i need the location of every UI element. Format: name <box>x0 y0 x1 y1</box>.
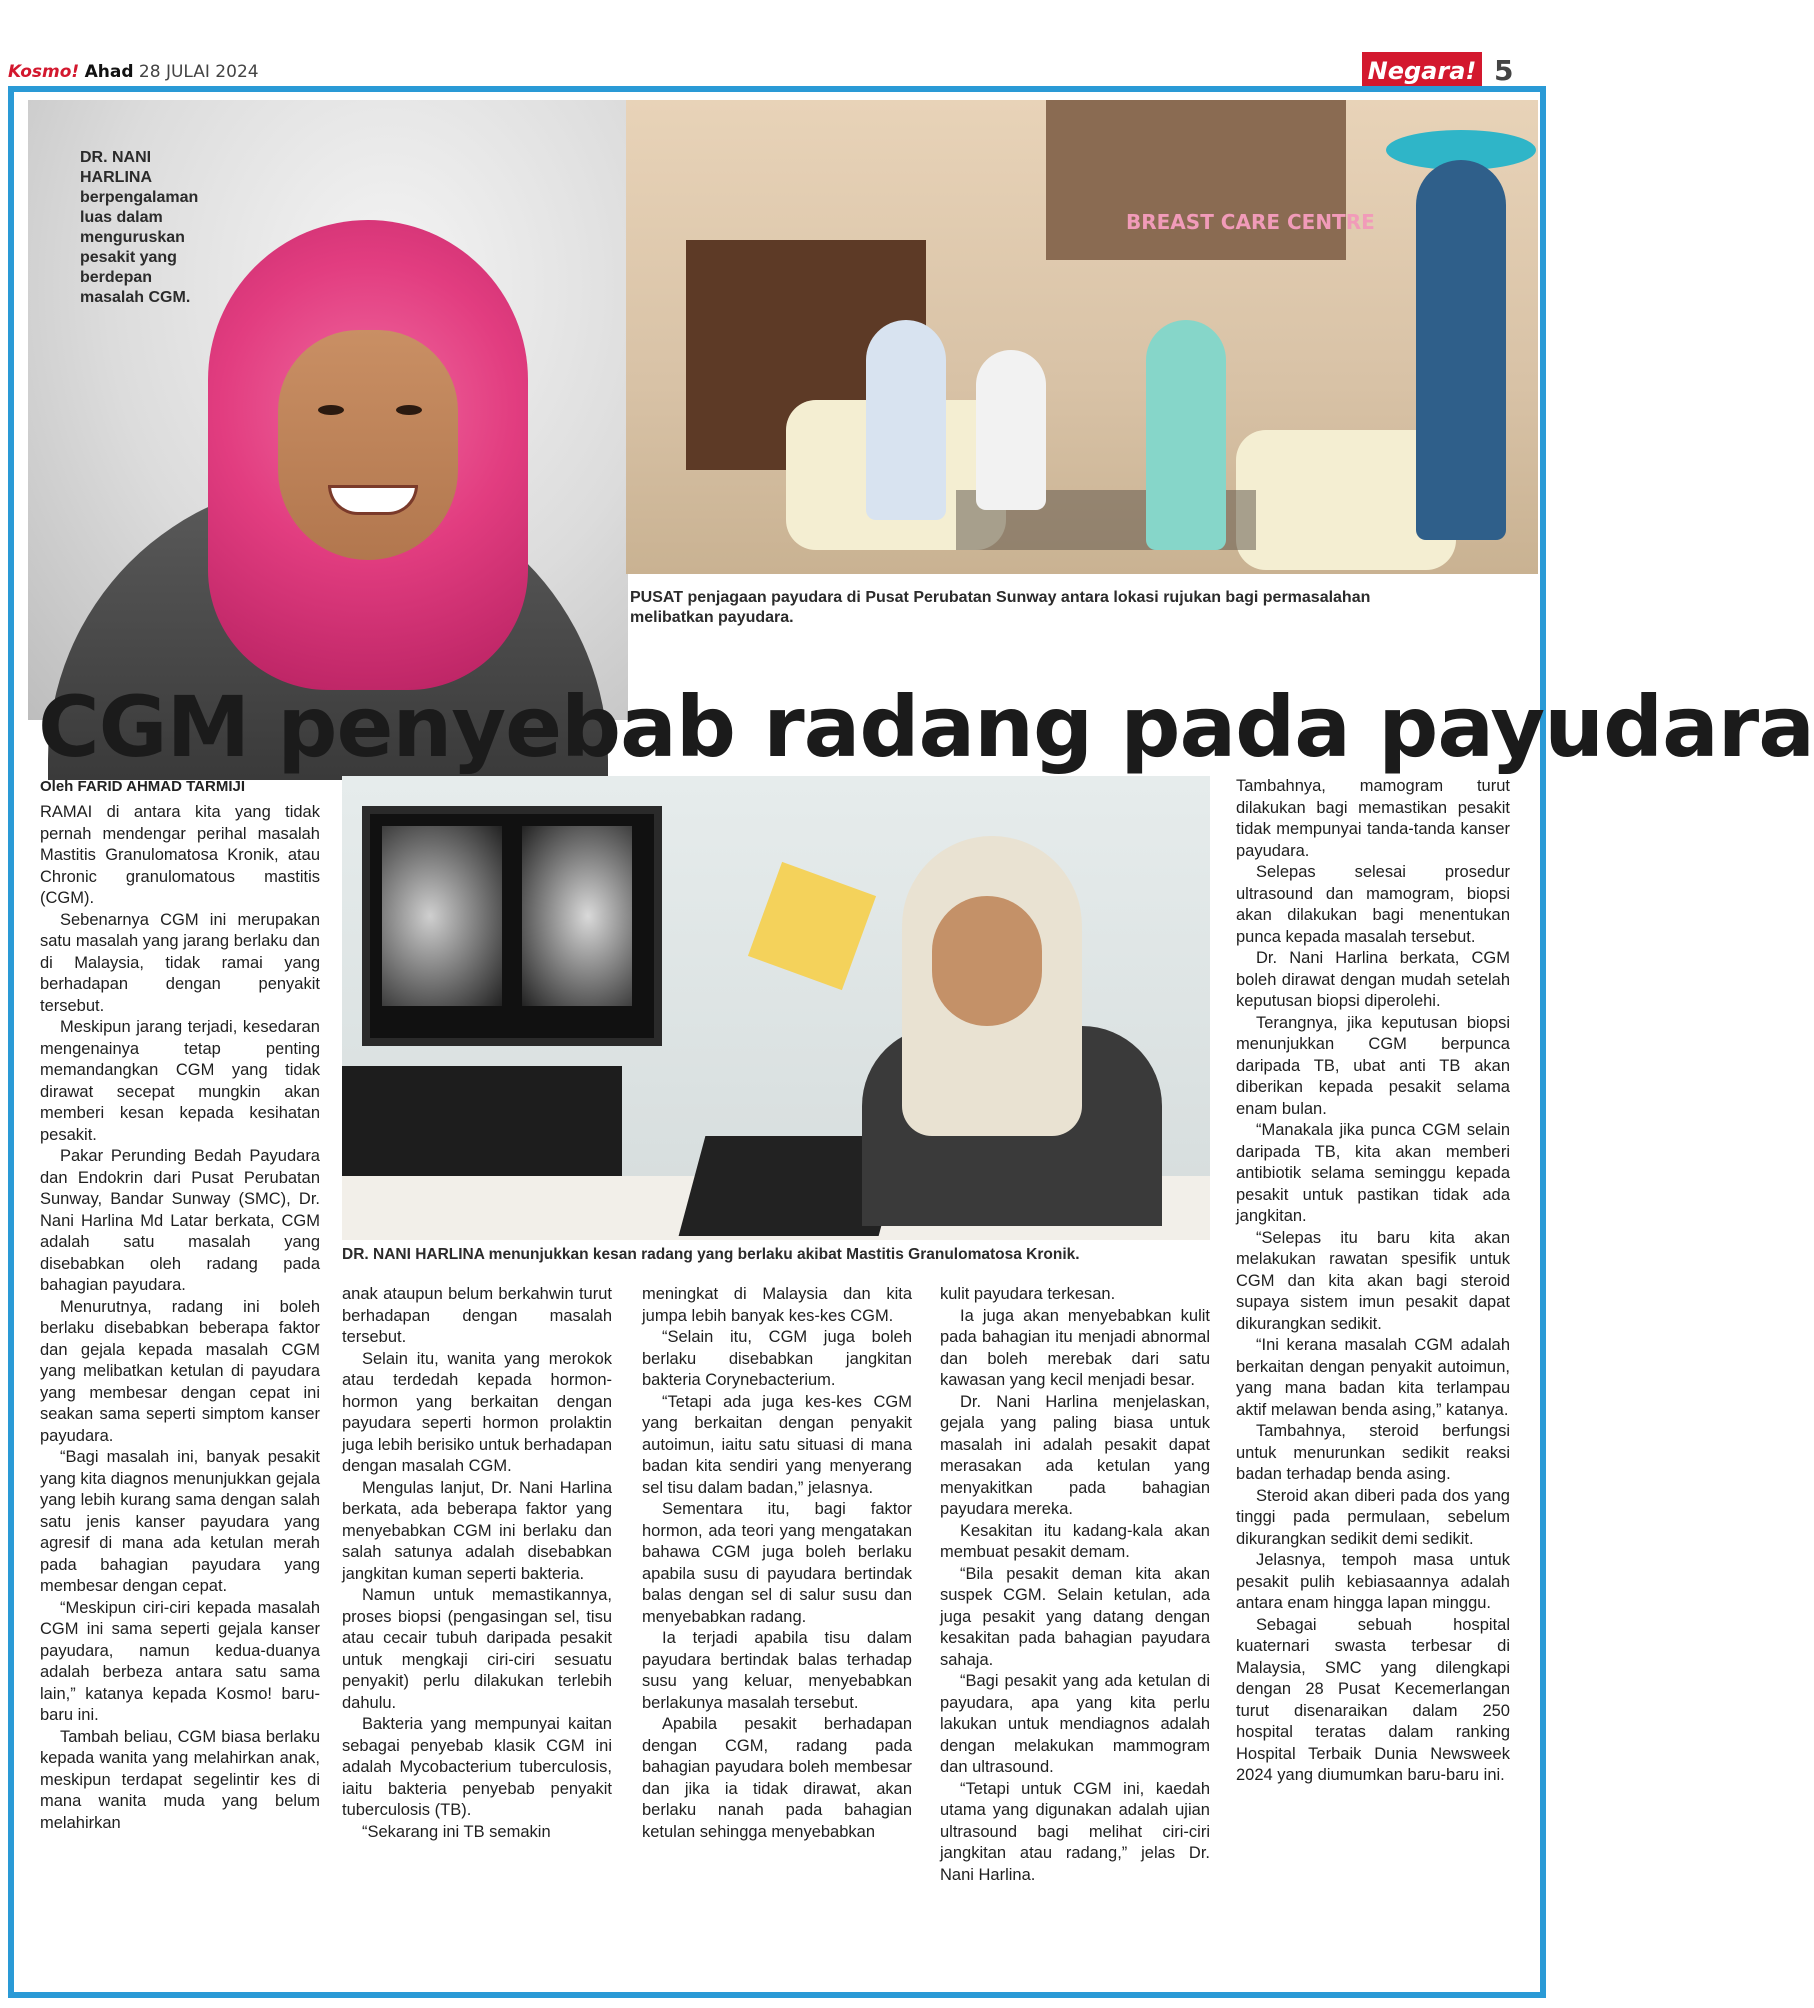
article-paragraph: “Tetapi untuk CGM ini, kaedah utama yang digunakan adalah ujian ultrasound bagi melihat ciri-ciri jangkitan atau radang,” jelas Dr. Nani Harlina. <box>940 1779 1210 1884</box>
article-paragraph: Selain itu, wanita yang merokok atau terdedah kepada hormon-hormon yang berkaitan dengan payudara seperti hormon prolaktin juga lebih berisiko untuk berhadapan dengan masalah CGM. <box>342 1349 612 1475</box>
doctor-photo <box>342 776 1210 1240</box>
article-paragraph: “Tetapi ada juga kes-kes CGM yang berkaitan dengan penyakit autoimun, iaitu satu situasi di mana badan kita sendiri yang menyerang sel tisu dalam badan,” jelasnya. <box>642 1392 912 1497</box>
article-paragraph: “Bagi pesakit yang ada ketulan di payudara, apa yang kita perlu lakukan untuk mendiagnos adalah dengan melakukan mammogram dan ultrasound. <box>940 1672 1210 1776</box>
article-paragraph: kulit payudara terkesan. <box>940 1285 1116 1303</box>
masthead-day: Ahad <box>84 62 134 82</box>
article-paragraph: Bakteria yang mempunyai kaitan sebagai penyebab klasik CGM ini adalah Mycobacterium tuberculosis, iaitu bakteria penyebab penyakit tuberculosis (TB). <box>342 1715 612 1819</box>
article-paragraph: Sebenarnya CGM ini merupakan satu masalah yang jarang berlaku dan di Malaysia, tidak ramai yang berhadapan dengan penyakit tersebut. <box>40 910 320 1015</box>
article-paragraph: Selepas selesai prosedur ultrasound dan mamogram, biopsi akan dilakukan bagi menentukan punca kepada masalah tersebut. <box>1236 863 1510 946</box>
centre-photo-caption: PUSAT penjagaan payudara di Pusat Perubatan Sunway antara lokasi rujukan bagi permasalahan melibatkan payudara. <box>630 589 1371 626</box>
headline: CGM penyebab radang pada payudara <box>38 678 1814 776</box>
article-paragraph: Sebagai sebuah hospital kuaternari swasta terbesar di Malaysia, SMC yang dilengkapi dengan 28 Pusat Kecemerlangan turut disenaraikan dalam 250 hospital teratas dalam ranking Hospital Terbaik Dunia Newsweek 2024 yang diumumkan baru-baru ini. <box>1236 1615 1510 1784</box>
article-paragraph: Mengulas lanjut, Dr. Nani Harlina berkata, ada beberapa faktor yang menyebabkan CGM ini berlaku dan salah satunya adalah disebabkan jangkitan kuman seperti bakteria. <box>342 1478 612 1583</box>
article-paragraph: “Meskipun ciri-ciri kepada masalah CGM ini sama seperti gejala kanser payudara, namun kedua-duanya adalah berbeza antara satu sama lain,” katanya kepada Kosmo! baru-baru ini. <box>40 1598 320 1724</box>
article-paragraph: Namun untuk memastikannya, proses biopsi (pengasingan sel, tisu atau cecair tubuh daripada pesakit untuk mengkaji ciri-ciri sesuatu penyakit) perlu dilakukan terlebih dahulu. <box>342 1586 612 1712</box>
article-paragraph: Dr. Nani Harlina menjelaskan, gejala yang paling biasa untuk masalah ini adalah pesakit dapat merasakan ada ketulan yang menyakitkan pada bahagian payudara mereka. <box>940 1392 1210 1518</box>
article-paragraph: Jelasnya, tempoh masa untuk pesakit pulih kebiasaannya adalah antara enam hingga lapan minggu. <box>1236 1551 1510 1612</box>
article-paragraph: “Bagi masalah ini, banyak pesakit yang kita diagnos menunjukkan gejala yang lebih kurang sama dengan salah satu jenis kanser payudara yang agresif di mana ada ketulan merah pada bahagian payudara yang membesar dengan cepat. <box>40 1448 320 1595</box>
article-paragraph: Tambahnya, steroid berfungsi untuk menurunkan sedikit reaksi badan terhadap benda asing. <box>1236 1422 1510 1483</box>
article-paragraph: “Sekarang ini TB semakin <box>362 1822 551 1841</box>
article-paragraph: Ia juga akan menyebabkan kulit pada bahagian itu menjadi abnormal dan boleh merebak dari satu kawasan yang kecil menjadi besar. <box>940 1306 1210 1389</box>
masthead-date: 28 JULAI 2024 <box>138 62 259 82</box>
article-paragraph: meningkat di Malaysia dan kita jumpa lebih banyak kes-kes CGM. <box>642 1285 912 1325</box>
article-column-2 <box>342 1284 612 1843</box>
article-paragraph: Kesakitan itu kadang-kala akan membuat pesakit demam. <box>940 1521 1210 1561</box>
article-paragraph: Terangnya, jika keputusan biopsi menunjukkan CGM berpunca daripada TB, ubat anti TB akan diberikan kepada pesakit selama enam bulan. <box>1236 1013 1510 1118</box>
page-number: 5 <box>1494 54 1514 87</box>
article-paragraph: “Ini kerana masalah CGM adalah berkaitan dengan penyakit autoimun, yang mana badan kita terlampau aktif melawan benda asing,” katanya. <box>1236 1336 1510 1419</box>
article-paragraph: Steroid akan diberi pada dos yang tinggi pada permulaan, sebelum dikurangkan sedikit demi sedikit. <box>1236 1486 1510 1548</box>
article-paragraph: Sementara itu, bagi faktor hormon, ada teori yang mengatakan bahawa CGM juga boleh berlaku apabila susu di payudara bertindak balas dengan sel di salur susu dan menyebabkan radang. <box>642 1500 912 1626</box>
article-paragraph: Ia terjadi apabila tisu dalam payudara bertindak balas terhadap susu yang keluar, menyebabkan berlakunya masalah tersebut. <box>642 1629 912 1712</box>
doctor-photo-caption: DR. NANI HARLINA menunjukkan kesan radang yang berlaku akibat Mastitis Granulomatosa Kronik. <box>342 1246 1080 1263</box>
article-paragraph: Menurutnya, radang ini boleh berlaku disebabkan beberapa faktor dan gejala kepada masalah CGM yang melibatkan ketulan di payudara yang membesar dengan cepat ini seakan sama seperti simptom kanser payudara. <box>40 1297 320 1445</box>
article-column-3 <box>642 1284 912 1843</box>
byline: Oleh FARID AHMAD TARMIJI <box>40 778 245 795</box>
section-tag: Negara! <box>1362 52 1482 90</box>
article-column-1 <box>40 802 320 1834</box>
article-paragraph: anak ataupun belum berkahwin turut berhadapan dengan masalah tersebut. <box>342 1285 612 1346</box>
article-paragraph: RAMAI di antara kita yang tidak pernah mendengar perihal masalah Mastitis Granulomatosa Kronik, atau Chronic granulomatous mastitis (CGM). <box>40 803 320 907</box>
article-paragraph: “Bila pesakit deman kita akan suspek CGM. Selain ketulan, ada juga pesakit yang datang dengan kesakitan pada bahagian payudara sahaja. <box>940 1564 1210 1669</box>
masthead-brand: Kosmo! <box>8 62 80 82</box>
article-paragraph: Tambah beliau, CGM biasa berlaku kepada wanita yang melahirkan anak, meskipun terdapat segelintir kes di mana wanita muda yang belum melahirkan <box>40 1727 320 1832</box>
article-paragraph: Tambahnya, mamogram turut dilakukan bagi memastikan pesakit tidak mempunyai tanda-tanda kanser payudara. <box>1236 777 1510 860</box>
article-column-5 <box>1236 776 1510 1787</box>
article-paragraph: “Selepas itu baru kita akan melakukan rawatan spesifik untuk CGM dan kita akan bagi steroid supaya sistem imun pesakit dapat dikurangkan sedikit. <box>1236 1228 1510 1333</box>
masthead <box>8 62 259 82</box>
article-paragraph: Dr. Nani Harlina berkata, CGM boleh dirawat dengan mudah setelah keputusan biopsi diperolehi. <box>1236 949 1510 1010</box>
centre-sign-text: BREAST CARE CENTRE <box>1126 210 1375 234</box>
article-paragraph: Pakar Perunding Bedah Payudara dan Endokrin dari Pusat Perubatan Sunway, Bandar Sunway (SMC), Dr. Nani Harlina Md Latar berkata, CGM adalah satu masalah yang disebabkan oleh radang pada bahagian payudara. <box>40 1147 320 1294</box>
article-paragraph: “Manakala jika punca CGM selain daripada TB, kita akan memberi antibiotik selama seminggu kepada pesakit untuk pastikan tidak ada jangkitan. <box>1236 1121 1510 1225</box>
article-column-4 <box>940 1284 1210 1886</box>
article-paragraph: Meskipun jarang terjadi, kesedaran mengenainya tetap penting memandangkan CGM yang tidak dirawat secepat mungkin akan memberi kesan kepada kesihatan pesakit. <box>40 1018 320 1144</box>
article-paragraph: “Selain itu, CGM juga boleh berlaku disebabkan jangkitan bakteria Corynebacterium. <box>642 1328 912 1389</box>
article-paragraph: Apabila pesakit berhadapan dengan CGM, radang pada bahagian payudara boleh membesar dan jika ia tidak dirawat, akan berlaku nanah pada bahagian ketulan sehingga menyebabkan <box>642 1715 912 1841</box>
portrait-caption: DR. NANI HARLINA berpengalaman luas dalam menguruskan pesakit yang berdepan masalah CGM. <box>80 149 199 306</box>
breast-care-centre-photo <box>626 100 1538 574</box>
